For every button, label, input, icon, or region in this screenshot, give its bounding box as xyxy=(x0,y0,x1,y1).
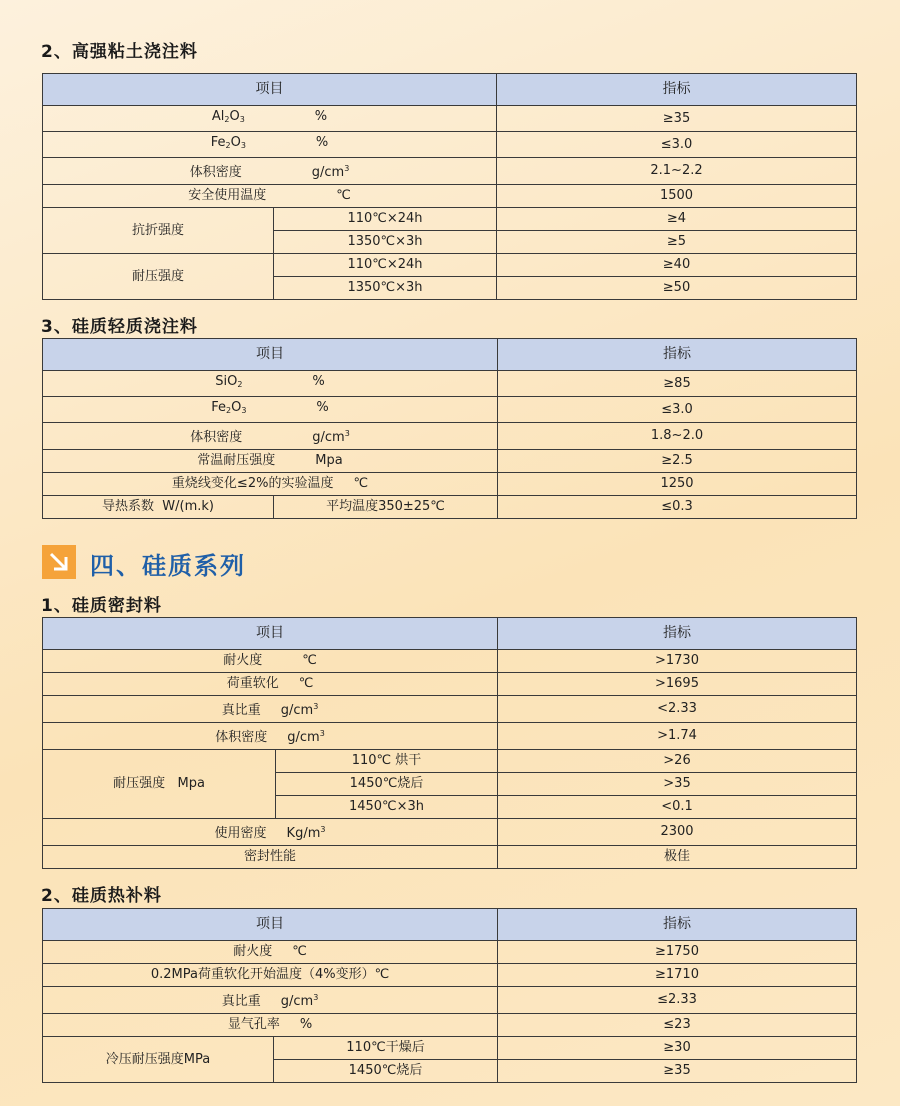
row-label: 体积密度 $g/cm^3$ xyxy=(43,158,497,185)
spec-table-siliceous-seal xyxy=(42,617,857,869)
row-label: 冷压耐压强度MPa xyxy=(43,1037,274,1083)
row-value: ≥4 xyxy=(497,208,857,231)
table-row xyxy=(43,1037,857,1060)
spec-table-siliceous-light xyxy=(42,338,857,519)
table-header xyxy=(43,339,857,371)
row-value: <2.33 xyxy=(498,696,857,723)
row-value: ≤3.0 xyxy=(497,132,857,158)
table-row xyxy=(43,723,857,750)
row-condition: 1450℃烧后 xyxy=(276,773,498,796)
table-header xyxy=(43,618,857,650)
row-label: 真比重 $g/cm^3$ xyxy=(43,987,498,1014)
section-title: 2、高强粘土浇注料 xyxy=(41,42,198,62)
row-value: <0.1 xyxy=(498,796,857,819)
table-row xyxy=(43,397,857,423)
row-label: 安全使用温度 ℃ xyxy=(43,185,497,208)
row-value: 2300 xyxy=(498,819,857,846)
table-row xyxy=(43,964,857,987)
row-label: 常温耐压强度 Mpa xyxy=(43,450,498,473)
row-value: 1250 xyxy=(498,473,857,496)
row-label: 0.2MPa荷重软化开始温度（4%变形）℃ xyxy=(43,964,498,987)
row-label: 密封性能 xyxy=(43,846,498,869)
row-value: ≥50 xyxy=(497,277,857,300)
row-value: ≥40 xyxy=(497,254,857,277)
row-value: ≥85 xyxy=(498,371,857,397)
row-value: >1730 xyxy=(498,650,857,673)
header-index: 指标 xyxy=(498,909,857,941)
row-label: 显气孔率 % xyxy=(43,1014,498,1037)
table-row xyxy=(43,423,857,450)
table-row xyxy=(43,846,857,869)
row-condition: 110℃干燥后 xyxy=(274,1037,498,1060)
row-value: ≥1750 xyxy=(498,941,857,964)
header-index: 指标 xyxy=(498,339,857,371)
row-label: 耐压强度 Mpa xyxy=(43,750,276,819)
row-condition: 110℃ 烘干 xyxy=(276,750,498,773)
row-label: 荷重软化 ℃ xyxy=(43,673,498,696)
row-label: 耐火度 ℃ xyxy=(43,650,498,673)
row-label: $Fe_2O_3$ % xyxy=(43,397,498,423)
row-value: 1.8~2.0 xyxy=(498,423,857,450)
row-condition: 平均温度350±25℃ xyxy=(274,496,498,519)
table-row xyxy=(43,750,857,773)
row-value: ≥2.5 xyxy=(498,450,857,473)
table-row xyxy=(43,496,857,519)
row-label: 耐压强度 xyxy=(43,254,274,300)
header-item: 项目 xyxy=(43,909,498,941)
row-label: 真比重 $g/cm^3$ xyxy=(43,696,498,723)
row-label: 导热系数 W/(m.k) xyxy=(43,496,274,519)
table-row xyxy=(43,650,857,673)
table-row xyxy=(43,673,857,696)
table-row xyxy=(43,132,857,158)
header-index: 指标 xyxy=(497,74,857,106)
chapter-title: 四、硅质系列 xyxy=(90,552,246,580)
row-value: >1.74 xyxy=(498,723,857,750)
row-label: 体积密度 $g/cm^3$ xyxy=(43,723,498,750)
row-value: 极佳 xyxy=(498,846,857,869)
spec-table-siliceous-hot-repair xyxy=(42,908,857,1083)
section-title: 3、硅质轻质浇注料 xyxy=(41,317,198,337)
table-row xyxy=(43,1014,857,1037)
table-row xyxy=(43,941,857,964)
section-title: 2、硅质热补料 xyxy=(41,886,162,906)
row-value: ≥1710 xyxy=(498,964,857,987)
table-row xyxy=(43,819,857,846)
row-label: SiO$_2$ % xyxy=(43,371,498,397)
row-value: ≥35 xyxy=(498,1060,857,1083)
row-value: ≥5 xyxy=(497,231,857,254)
table-header xyxy=(43,74,857,106)
table-row xyxy=(43,696,857,723)
table-header xyxy=(43,909,857,941)
row-label: 重烧线变化≤2%的实验温度 ℃ xyxy=(43,473,498,496)
row-condition: 1350℃×3h xyxy=(274,231,497,254)
row-label: 耐火度 ℃ xyxy=(43,941,498,964)
row-value: ≤2.33 xyxy=(498,987,857,1014)
header-item: 项目 xyxy=(43,618,498,650)
row-value: >35 xyxy=(498,773,857,796)
row-value: ≥35 xyxy=(497,106,857,132)
row-value: >1695 xyxy=(498,673,857,696)
row-label: 体积密度 $g/cm^3$ xyxy=(43,423,498,450)
row-condition: 1450℃×3h xyxy=(276,796,498,819)
row-label: $Fe_2O_3$ % xyxy=(43,132,497,158)
table-row xyxy=(43,185,857,208)
header-item: 项目 xyxy=(43,339,498,371)
row-value: >26 xyxy=(498,750,857,773)
table-row xyxy=(43,158,857,185)
table-row xyxy=(43,208,857,231)
row-value: ≤23 xyxy=(498,1014,857,1037)
row-value: 2.1~2.2 xyxy=(497,158,857,185)
row-condition: 110℃×24h xyxy=(274,208,497,231)
arrow-down-right-icon xyxy=(42,545,76,579)
table-row xyxy=(43,450,857,473)
header-index: 指标 xyxy=(498,618,857,650)
section-title: 1、硅质密封料 xyxy=(41,596,162,616)
row-value: 1500 xyxy=(497,185,857,208)
row-value: ≥30 xyxy=(498,1037,857,1060)
spec-table-high-strength-clay xyxy=(42,73,857,300)
header-item: 项目 xyxy=(43,74,497,106)
table-row xyxy=(43,106,857,132)
table-row xyxy=(43,473,857,496)
row-value: ≤0.3 xyxy=(498,496,857,519)
row-condition: 1450℃烧后 xyxy=(274,1060,498,1083)
row-label: 使用密度 $Kg/m^3$ xyxy=(43,819,498,846)
table-row xyxy=(43,254,857,277)
row-condition: 1350℃×3h xyxy=(274,277,497,300)
row-condition: 110℃×24h xyxy=(274,254,497,277)
row-label: $Al_2O_3$ % xyxy=(43,106,497,132)
row-value: ≤3.0 xyxy=(498,397,857,423)
row-label: 抗折强度 xyxy=(43,208,274,254)
table-row xyxy=(43,987,857,1014)
table-row xyxy=(43,371,857,397)
